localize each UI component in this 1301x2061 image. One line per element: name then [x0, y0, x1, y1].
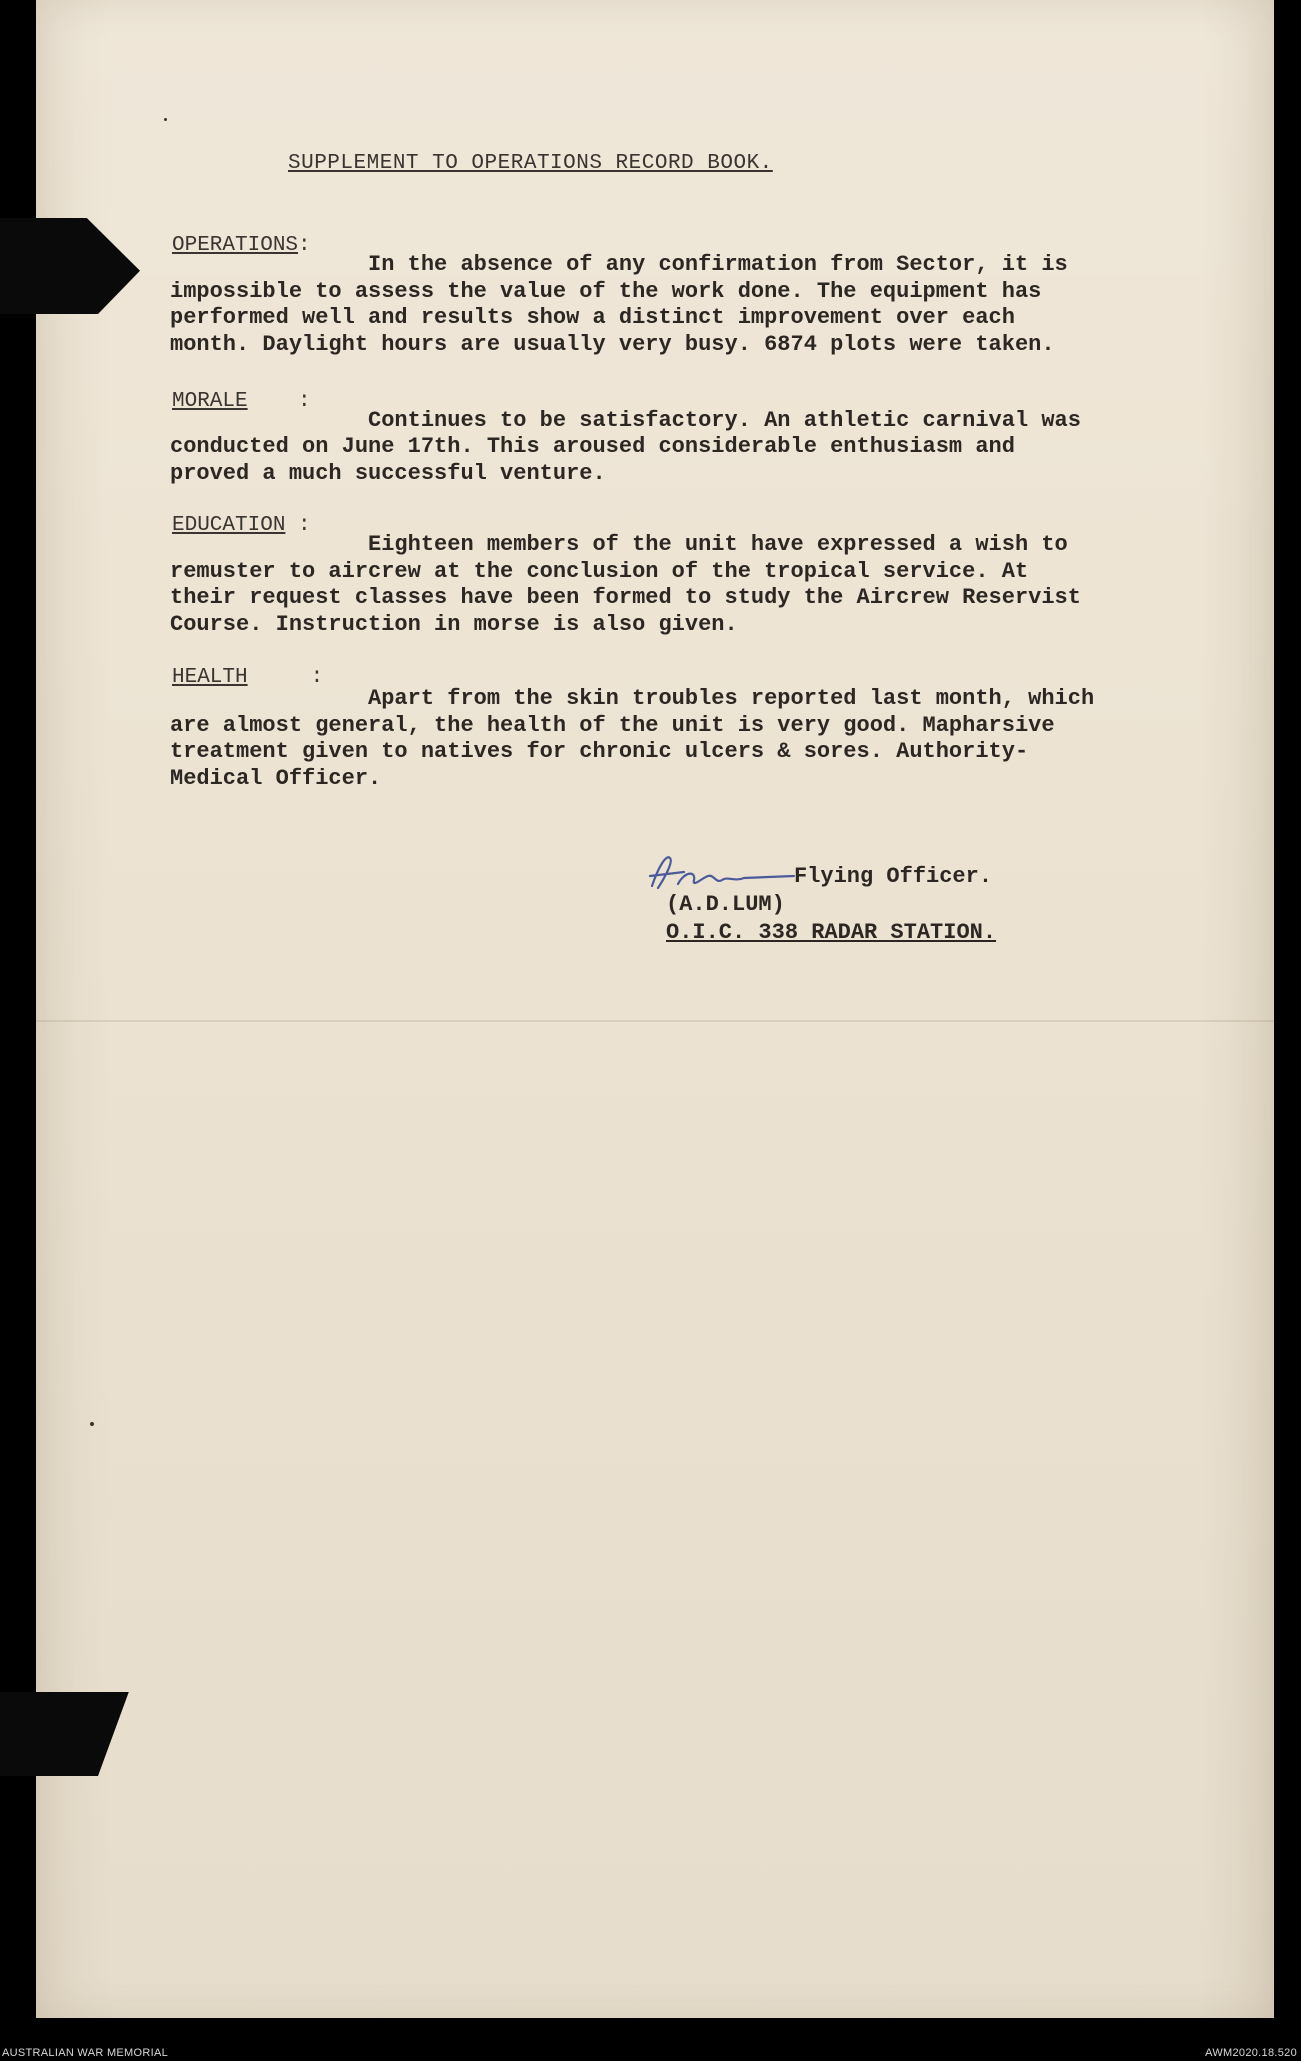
signature-block — [664, 864, 1084, 964]
section-label-health: HEALTH : — [172, 666, 324, 689]
footer-accession-number: AWM2020.18.520 — [1205, 2047, 1297, 2059]
section-body-operations: In the absence of any confirmation from Sector, it is impossible to assess the value of the work done. The equipment has performed well and results show a distinct improvement over each month. Daylight hours are usually very busy. 6874 plots were taken. — [170, 252, 1068, 357]
section-label-operations: OPERATIONS: — [172, 234, 311, 257]
ink-speck — [90, 1422, 94, 1426]
section-body-morale: Continues to be satisfactory. An athletic carnival was conducted on June 17th. This aroused considerable enthusiasm and proved a much successful venture. — [170, 407, 1081, 486]
ink-speck — [164, 118, 167, 121]
signature-name: (A.D.LUM) — [666, 892, 785, 917]
section-label-education: EDUCATION : — [172, 514, 311, 537]
footer-credit: AUSTRALIAN WAR MEMORIAL — [2, 2047, 169, 2059]
signature-position: O.I.C. 338 RADAR STATION. — [666, 920, 997, 945]
signature-rank: Flying Officer. — [794, 864, 993, 889]
handwritten-signature — [644, 848, 804, 898]
section-body-health: Apart from the skin troubles reported last month, which are almost general, the health of the unit is very good. Mapharsive treatment given to natives for chronic ulcers & sores. Authority- Medical Officer. — [170, 686, 1095, 791]
document-title: SUPPLEMENT TO OPERATIONS RECORD BOOK. — [288, 152, 773, 175]
section-label-morale: MORALE : — [172, 390, 311, 413]
section-body-education: Eighteen members of the unit have expressed a wish to remuster to aircrew at the conclusion of the tropical service. At their request classes have been formed to study the Aircrew Reservist Course. Instruction in morse is also given. — [170, 532, 1081, 637]
